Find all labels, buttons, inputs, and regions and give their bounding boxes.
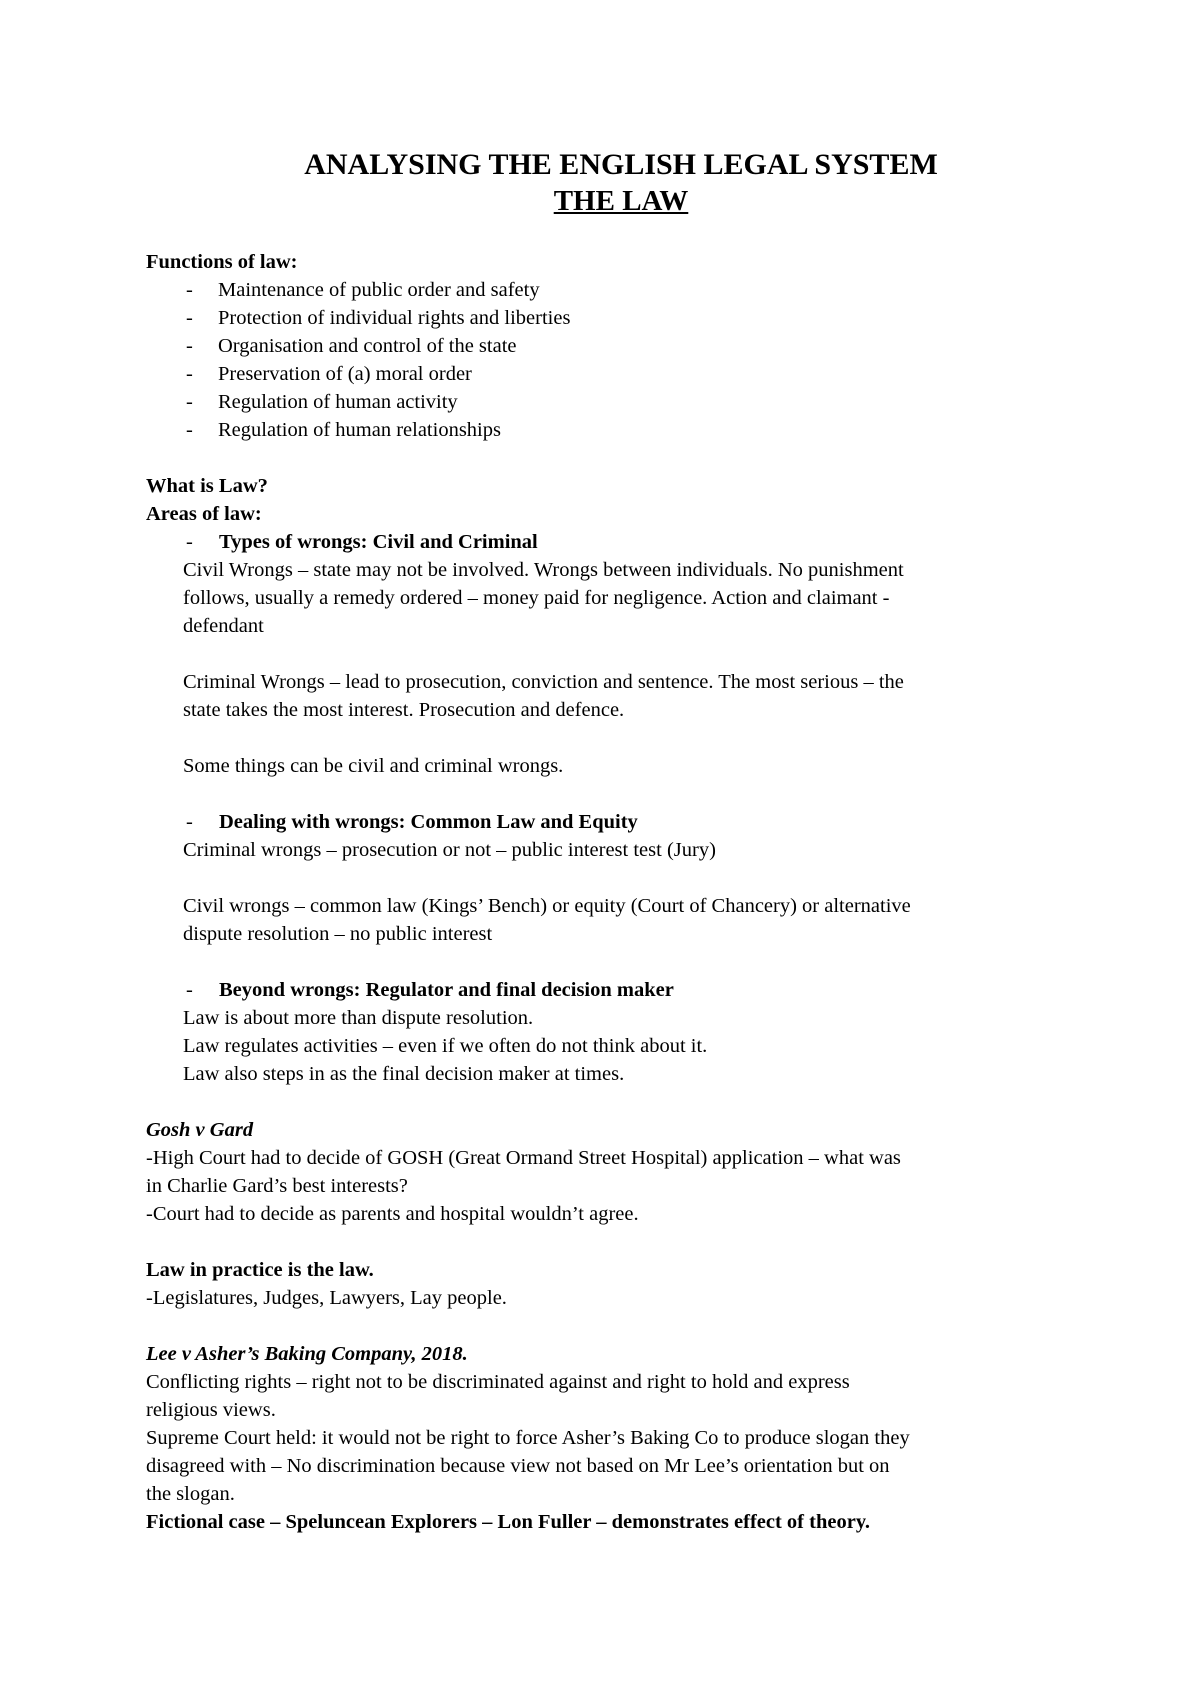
list-item: - Regulation of human relationships — [186, 419, 501, 441]
list-item: - Regulation of human activity — [186, 391, 458, 413]
areas-of-law-heading: Areas of law: — [146, 503, 262, 525]
document-title: ANALYSING THE ENGLISH LEGAL SYSTEM — [304, 148, 938, 181]
beyond-wrongs-heading: - Beyond wrongs: Regulator and final decision maker — [186, 979, 674, 1001]
gosh-case-heading: Gosh v Gard — [146, 1119, 254, 1141]
lee-case-line: disagreed with – No discrimination because view not based on Mr Lee’s orientation but on — [146, 1455, 890, 1477]
document-subtitle: THE LAW — [553, 185, 689, 217]
lee-case-line: Supreme Court held: it would not be right to force Asher’s Baking Co to produce slogan they — [146, 1427, 910, 1449]
document-page — [146, 148, 1076, 1536]
law-in-practice-heading: Law in practice is the law. — [146, 1259, 374, 1281]
lee-case-line: the slogan. — [146, 1483, 235, 1505]
types-of-wrongs-heading: - Types of wrongs: Civil and Criminal — [186, 531, 538, 553]
list-item: - Protection of individual rights and liberties — [186, 307, 571, 329]
functions-list — [146, 276, 1076, 444]
law-in-practice-line: -Legislatures, Judges, Lawyers, Lay people. — [146, 1287, 507, 1309]
gosh-case-line: in Charlie Gard’s best interests? — [146, 1175, 408, 1197]
civil-and-criminal-note: Some things can be civil and criminal wrongs. — [183, 755, 564, 777]
gosh-case-line: -Court had to decide as parents and hospital wouldn’t agree. — [146, 1203, 639, 1225]
gosh-case-line: -High Court had to decide of GOSH (Great Ormand Street Hospital) application – what was — [146, 1147, 901, 1169]
list-item: - Organisation and control of the state — [186, 335, 517, 357]
list-item: - Preservation of (a) moral order — [186, 363, 472, 385]
functions-heading: Functions of law: — [146, 251, 298, 273]
civil-wrongs-paragraph: Civil Wrongs – state may not be involved. Wrongs between individuals. No punishment follows, usually a remedy ordered – money paid for negligence. Action and claimant - defendant — [183, 559, 904, 637]
lee-case-heading: Lee v Asher’s Baking Company, 2018. — [146, 1343, 468, 1365]
what-is-law-heading: What is Law? — [146, 475, 268, 497]
dealing-with-wrongs-heading: - Dealing with wrongs: Common Law and Equity — [186, 811, 638, 833]
beyond-wrongs-paragraph: Law is about more than dispute resolution. Law regulates activities – even if we often do not think about it. Law also steps in as the final decision maker at times. — [183, 1007, 708, 1085]
lee-case-line: religious views. — [146, 1399, 276, 1421]
dealing-criminal-paragraph: Criminal wrongs – prosecution or not – public interest test (Jury) — [183, 839, 716, 861]
dealing-civil-paragraph: Civil wrongs – common law (Kings’ Bench) or equity (Court of Chancery) or alternative dispute resolution – no public interest — [183, 895, 911, 945]
fictional-case-line: Fictional case – Speluncean Explorers – Lon Fuller – demonstrates effect of theory. — [146, 1511, 871, 1533]
list-item: - Maintenance of public order and safety — [186, 279, 540, 301]
lee-case-line: Conflicting rights – right not to be discriminated against and right to hold and express — [146, 1371, 850, 1393]
criminal-wrongs-paragraph: Criminal Wrongs – lead to prosecution, conviction and sentence. The most serious – the state takes the most interest. Prosecution and defence. — [183, 671, 904, 721]
